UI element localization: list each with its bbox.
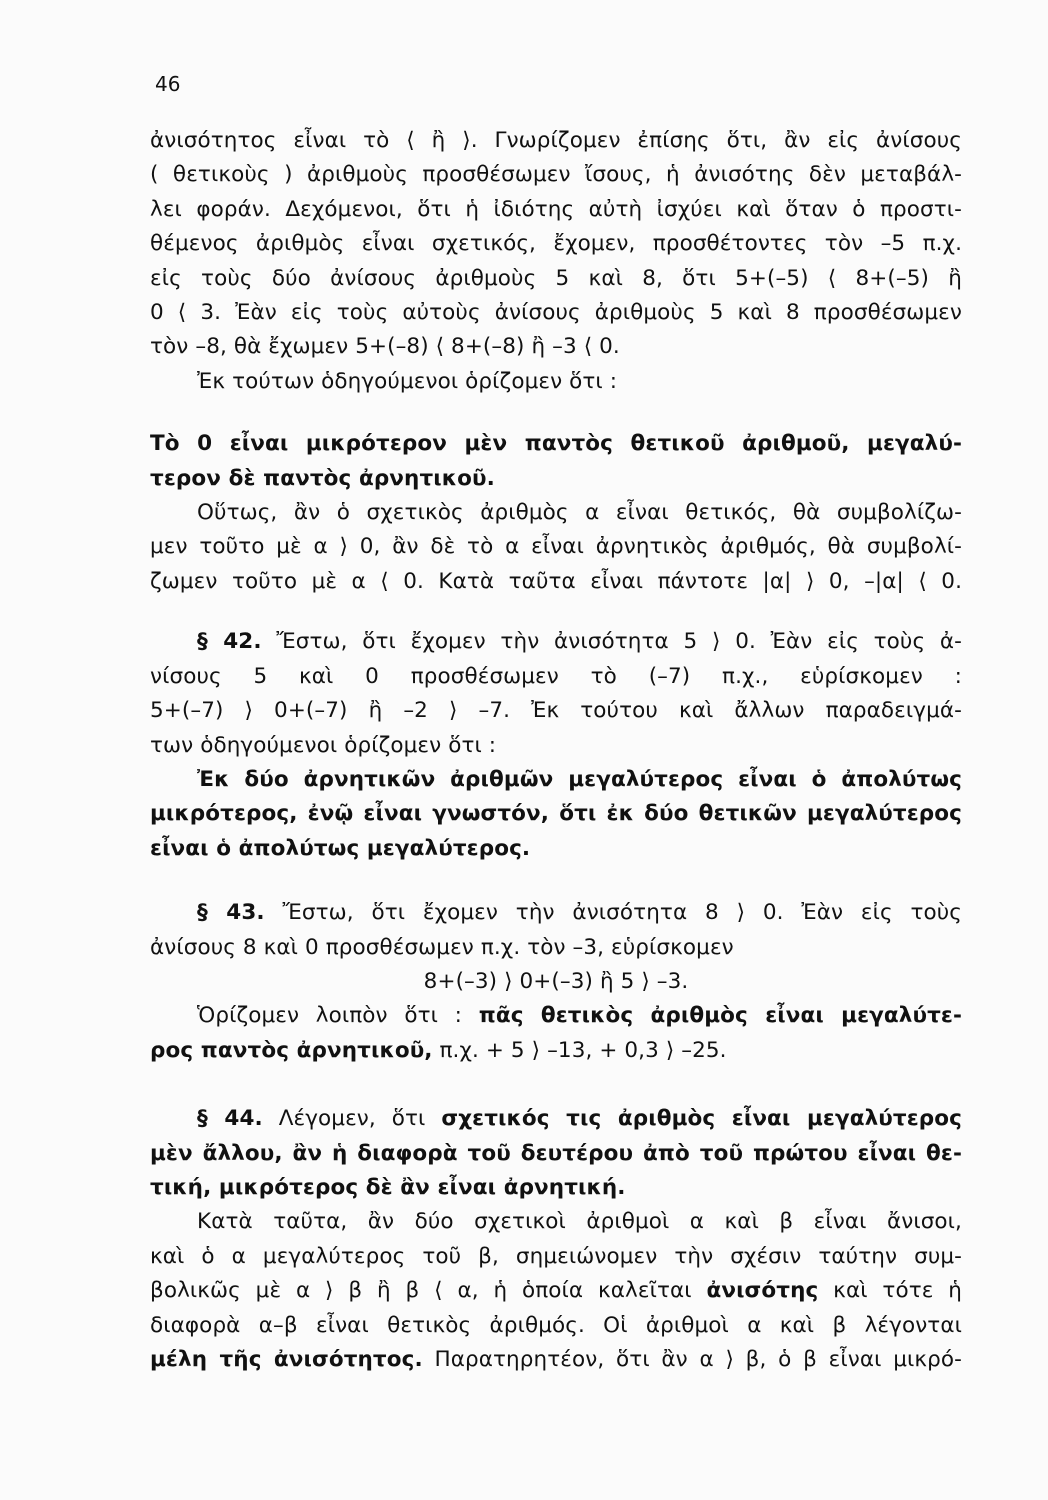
text-line: διαφορὰ α–β εἶναι θετικὸς ἀριθμός. Οἱ ἀριθμοὶ α καὶ β λέγονται xyxy=(150,1312,962,1338)
definition-line: τική, μικρότερος δὲ ἂν εἶναι ἀρνητική. xyxy=(150,1174,626,1200)
text-line: εἰς τοὺς δύο ἀνίσους ἀριθμοὺς 5 καὶ 8, ὅτι 5+(–5) ⟨ 8+(–5) ἢ xyxy=(150,265,962,291)
text-line: ( θετικοὺς ) ἀριθμοὺς προσθέσωμεν ἴσους, ἡ ἀνισότης δὲν μεταβάλ- xyxy=(150,162,962,188)
text-line: Κατὰ ταῦτα, ἂν δύο σχετικοὶ ἀριθμοὶ α καὶ β εἶναι ἄνισοι, xyxy=(197,1209,962,1235)
text-line: νίσους 5 καὶ 0 προσθέσωμεν τὸ (–7) π.χ., εὑρίσκομεν : xyxy=(150,663,962,689)
text-line: Οὕτως, ἂν ὁ σχετικὸς ἀριθμὸς α εἶναι θετικός, θὰ συμβολίζω- xyxy=(197,500,962,526)
formula-line: 8+(–3) ⟩ 0+(–3) ἢ 5 ⟩ –3. xyxy=(423,968,689,994)
text-line: λει φοράν. Δεχόμενοι, ὅτι ἡ ἰδιότης αὐτὴ ἰσχύει καὶ ὅταν ὁ προστι- xyxy=(150,196,962,222)
text-line: 5+(–7) ⟩ 0+(–7) ἢ –2 ⟩ –7. Ἐκ τούτου καὶ ἄλλων παραδειγμά- xyxy=(150,698,962,724)
page-body xyxy=(150,124,962,1377)
text-line: μέλη τῆς ἀνισότητος. Παρατηρητέον, ὅτι ἂν α ⟩ β, ὁ β εἶναι μικρό- xyxy=(150,1347,962,1372)
definition-line: μὲν ἄλλου, ἂν ἡ διαφορὰ τοῦ δευτέρου ἀπὸ τοῦ πρώτου εἶναι θε- xyxy=(150,1140,962,1166)
section-mark: § 44. xyxy=(197,1106,263,1132)
text-line: ἀνίσους 8 καὶ 0 προσθέσωμεν π.χ. τὸν –3, εὑρίσκομεν xyxy=(150,934,734,960)
section-43-line: § 43. Ἔστω, ὅτι ἔχομεν τὴν ἀνισότητα 8 ⟩ 0. Ἐὰν εἰς τοὺς xyxy=(197,900,963,926)
text-line: τὸν –8, θὰ ἔχωμεν 5+(–8) ⟨ 8+(–8) ἢ –3 ⟨ 0. xyxy=(150,334,620,360)
text-line: ἀνισότητος εἶναι τὸ ⟨ ἢ ⟩. Γνωρίζομεν ἐπίσης ὅτι, ἂν εἰς ἀνίσους xyxy=(150,128,962,153)
text-line: βολικῶς μὲ α ⟩ β ἢ β ⟨ α, ἡ ὁποία καλεῖται ἀνισότης καὶ τότε ἡ xyxy=(150,1278,962,1304)
section-mark: § 43. xyxy=(197,900,265,926)
text-line: ρος παντὸς ἀρνητικοῦ, π.χ. + 5 ⟩ –13, + 0,3 ⟩ –25. xyxy=(150,1037,727,1063)
definition-line: Τὸ 0 εἶναι μικρότερον μὲν παντὸς θετικοῦ ἀριθμοῦ, μεγαλύ- xyxy=(150,431,962,457)
definition-line: μικρότερος, ἐνῷ εἶναι γνωστόν, ὅτι ἐκ δύο θετικῶν μεγαλύτερος xyxy=(150,801,962,827)
definition-line: Ἐκ δύο ἀρνητικῶν ἀριθμῶν μεγαλύτερος εἶναι ὁ ἀπολύτως xyxy=(197,766,962,792)
text-line: μεν τοῦτο μὲ α ⟩ 0, ἂν δὲ τὸ α εἶναι ἀρνητικὸς ἀριθμός, θὰ συμβολί- xyxy=(150,534,962,560)
section-44-line: § 44. Λέγομεν, ὅτι σχετικός τις ἀριθμὸς εἶναι μεγαλύτερος xyxy=(197,1106,962,1132)
definition-line: εἶναι ὁ ἀπολύτως μεγαλύτερος. xyxy=(150,835,531,861)
text-line: ζωμεν τοῦτο μὲ α ⟨ 0. Κατὰ ταῦτα εἶναι πάντοτε |α| ⟩ 0, –|α| ⟨ 0. xyxy=(150,568,962,594)
text-line: των ὁδηγούμενοι ὁρίζομεν ὅτι : xyxy=(150,732,497,758)
text-line: 0 ⟨ 3. Ἐὰν εἰς τοὺς αὐτοὺς ἀνίσους ἀριθμοὺς 5 καὶ 8 προσθέσωμεν xyxy=(150,300,962,326)
text-line: θέμενος ἀριθμὸς εἶναι σχετικός, ἔχομεν, προσθέτοντες τὸν –5 π.χ. xyxy=(150,231,962,257)
section-42-line: § 42. Ἔστω, ὅτι ἔχομεν τὴν ἀνισότητα 5 ⟩ 0. Ἐὰν εἰς τοὺς ἀ- xyxy=(197,629,963,655)
text-line: Ὁρίζομεν λοιπὸν ὅτι : πᾶς θετικὸς ἀριθμὸς εἶναι μεγαλύτε- xyxy=(197,1003,963,1029)
text-line: Ἐκ τούτων ὁδηγούμενοι ὁρίζομεν ὅτι : xyxy=(197,368,618,394)
section-mark: § 42. xyxy=(197,629,262,655)
page-number: 46 xyxy=(155,72,181,96)
definition-line: τερον δὲ παντὸς ἀρνητικοῦ. xyxy=(150,465,495,491)
text-line: καὶ ὁ α μεγαλύτερος τοῦ β, σημειώνομεν τὴν σχέσιν ταύτην συμ- xyxy=(150,1243,962,1269)
